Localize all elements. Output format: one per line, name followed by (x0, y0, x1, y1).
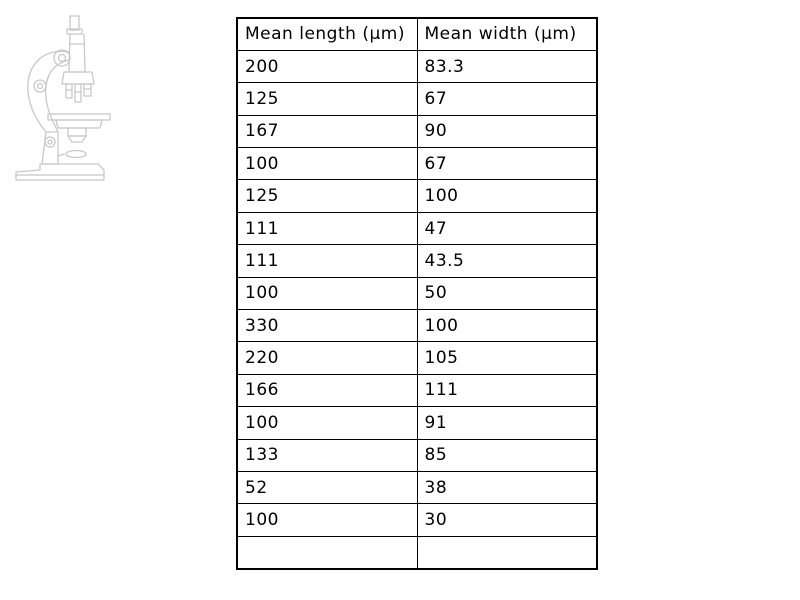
mean-width-cell: 91 (417, 407, 597, 439)
table-row-empty (237, 536, 597, 568)
mean-length-cell: 220 (237, 342, 417, 374)
table-row (237, 212, 597, 244)
table-row (237, 245, 597, 277)
table-row (237, 277, 597, 309)
mean-width-cell: 67 (417, 148, 597, 180)
table-row (237, 407, 597, 439)
mean-length-cell: 100 (237, 504, 417, 536)
table-row (237, 439, 597, 471)
mean-width-cell: 43.5 (417, 245, 597, 277)
mean-length-cell: 200 (237, 50, 417, 82)
table-row (237, 148, 597, 180)
table-row (237, 115, 597, 147)
mean-length-cell: 125 (237, 180, 417, 212)
microscope-icon (12, 14, 112, 186)
mean-width-cell (417, 536, 597, 568)
table-row (237, 342, 597, 374)
mean-width-cell: 100 (417, 310, 597, 342)
mean-length-cell: 111 (237, 212, 417, 244)
mean-width-cell: 90 (417, 115, 597, 147)
mean-length-cell: 330 (237, 310, 417, 342)
mean-width-cell: 67 (417, 83, 597, 115)
mean-length-cell: 166 (237, 374, 417, 406)
mean-length-cell: 167 (237, 115, 417, 147)
mean-width-cell: 105 (417, 342, 597, 374)
table-row (237, 83, 597, 115)
mean-length-cell: 100 (237, 407, 417, 439)
mean-width-cell: 47 (417, 212, 597, 244)
table-header-row (237, 18, 597, 50)
measurements-table (236, 17, 598, 570)
mean-width-cell: 85 (417, 439, 597, 471)
table-row (237, 471, 597, 503)
mean-length-cell: 52 (237, 471, 417, 503)
mean-length-cell (237, 536, 417, 568)
mean-width-cell: 83.3 (417, 50, 597, 82)
table-row (237, 180, 597, 212)
mean-length-cell: 133 (237, 439, 417, 471)
mean-length-cell: 125 (237, 83, 417, 115)
table-row (237, 504, 597, 536)
mean-length-cell: 100 (237, 148, 417, 180)
mean-width-cell: 100 (417, 180, 597, 212)
mean-width-cell: 38 (417, 471, 597, 503)
table-row (237, 50, 597, 82)
table-row (237, 310, 597, 342)
table-row (237, 374, 597, 406)
mean-width-cell: 111 (417, 374, 597, 406)
mean-width-cell: 30 (417, 504, 597, 536)
column-header-mean-width: Mean width (µm) (417, 18, 597, 50)
mean-length-cell: 111 (237, 245, 417, 277)
mean-width-cell: 50 (417, 277, 597, 309)
mean-length-cell: 100 (237, 277, 417, 309)
column-header-mean-length: Mean length (µm) (237, 18, 417, 50)
